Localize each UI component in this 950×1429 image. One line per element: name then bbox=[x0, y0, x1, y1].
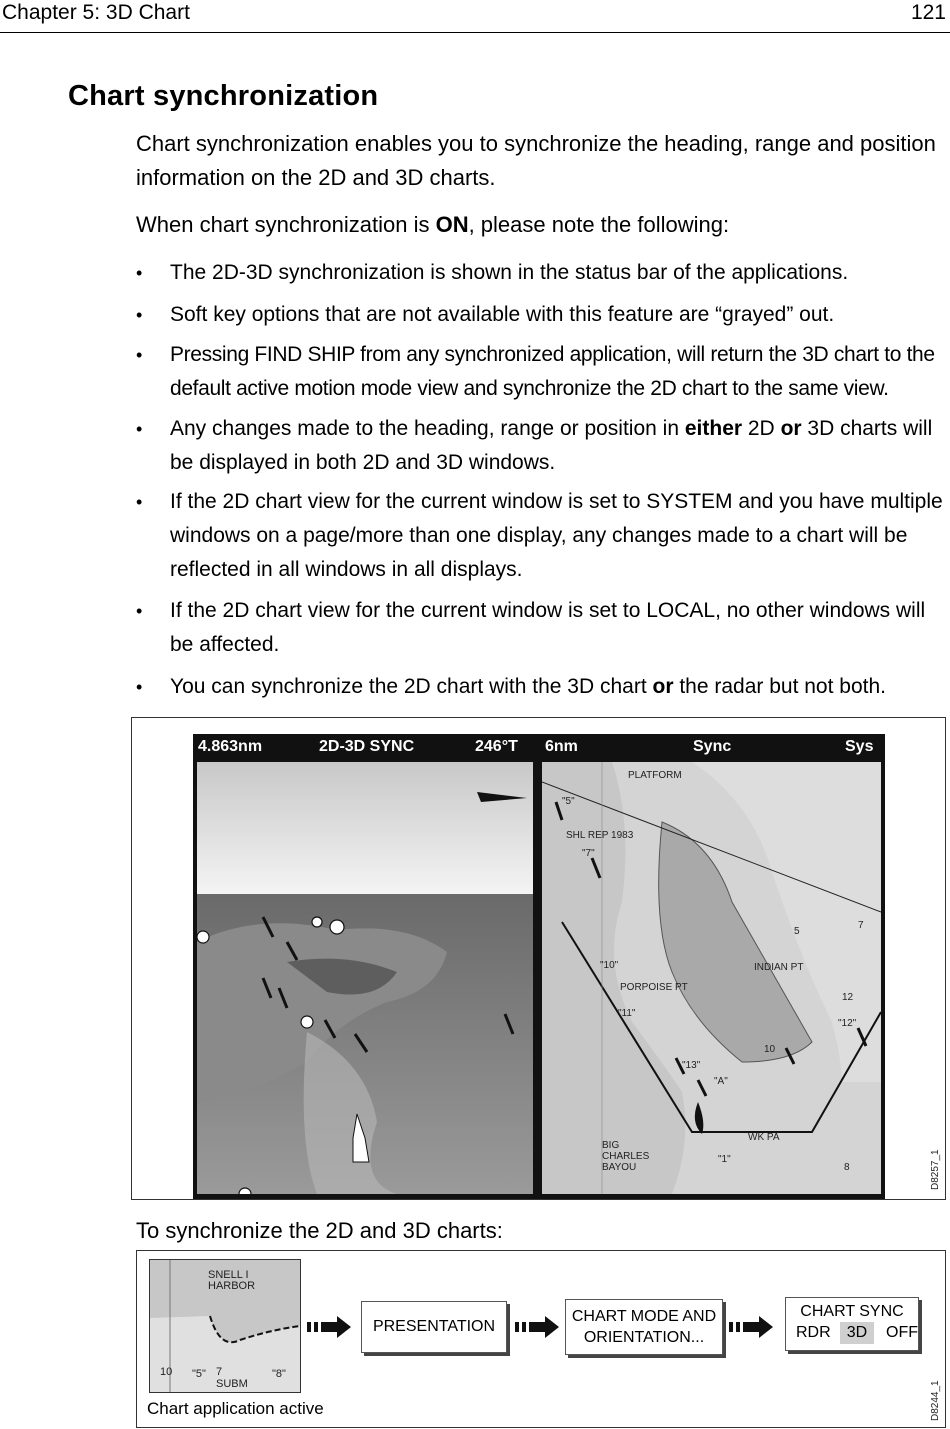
chart-2d-view bbox=[542, 762, 881, 1194]
chart-active-caption: Chart application active bbox=[147, 1399, 324, 1418]
status-mode-3d: 2D-3D SYNC bbox=[319, 738, 415, 755]
map-label-wk-pa: WK PA bbox=[748, 1132, 780, 1143]
bullet-post: the radar but not both. bbox=[673, 675, 886, 698]
bullet-dot: • bbox=[136, 345, 143, 365]
status-heading: 246°T bbox=[475, 738, 518, 755]
map-label-a: "A" bbox=[714, 1076, 728, 1087]
status-range-3d: 4.863nm bbox=[198, 738, 263, 755]
note-on: ON bbox=[435, 212, 469, 237]
softkey-line-1: CHART MODE AND bbox=[571, 1308, 717, 1325]
bullet-text bbox=[170, 412, 950, 480]
bullet-text: If the 2D chart view for the current window is set to SYSTEM and you have multiple windows on a page/more than one display, any changes made to a chart will be reflected in all windows in all displays. bbox=[170, 490, 943, 581]
map-label-12: "12" bbox=[838, 1018, 857, 1029]
bullet-text: Soft key options that are not available with this feature are “grayed” out. bbox=[170, 303, 835, 326]
figure-code: D8244_1 bbox=[930, 1380, 941, 1421]
map-label-5: "5" bbox=[562, 796, 575, 807]
sync-option-off: OFF bbox=[886, 1324, 918, 1341]
page-header bbox=[0, 0, 950, 33]
map-label-10: "10" bbox=[600, 960, 619, 971]
arrow-right-icon bbox=[515, 1315, 561, 1339]
bullet-text bbox=[170, 670, 950, 704]
map-label-big-charles-bayou: BIG CHARLES BAYOU bbox=[602, 1140, 650, 1173]
softkey-sequence-figure bbox=[136, 1250, 946, 1428]
thumb-label-subm: SUBM bbox=[216, 1378, 248, 1390]
sync-option-rdr: RDR bbox=[796, 1324, 831, 1341]
chart-2d-graphic bbox=[542, 762, 881, 1194]
bullet-pre: Any changes made to the heading, range or position in bbox=[170, 417, 685, 440]
arrow-right-icon bbox=[307, 1315, 353, 1339]
chart-sync-options bbox=[786, 1322, 918, 1344]
bullet-item bbox=[136, 670, 948, 704]
presentation-softkey[interactable]: PRESENTATION bbox=[361, 1301, 507, 1353]
note-suffix: , please note the following: bbox=[468, 212, 730, 237]
chapter-title: Chapter 5: 3D Chart bbox=[2, 1, 190, 24]
bullet-text: Pressing FIND SHIP from any synchronized application, will return the 3D chart to the default active motion mode view and synchronize the 2D chart to the same view. bbox=[170, 343, 935, 400]
chart-thumbnail bbox=[149, 1259, 301, 1393]
thumb-label-8: "8" bbox=[272, 1368, 286, 1380]
chart-3d-graphic bbox=[197, 762, 533, 1194]
intro-paragraph: Chart synchronization enables you to synchronize the heading, range and position information on the 2D and 3D charts. bbox=[136, 131, 936, 190]
bullet-dot: • bbox=[136, 263, 143, 283]
bullet-bold-or: or bbox=[652, 675, 674, 698]
map-label-11: "11" bbox=[618, 1008, 636, 1019]
note-prefix: When chart synchronization is bbox=[136, 212, 436, 237]
bullet-item bbox=[136, 412, 948, 480]
instruction-text: To synchronize the 2D and 3D charts: bbox=[136, 1218, 503, 1243]
section-title: Chart synchronization bbox=[68, 80, 379, 112]
bullet-text: The 2D-3D synchronization is shown in the status bar of the applications. bbox=[170, 261, 849, 284]
bullet-pre: You can synchronize the 2D chart with the 3D chart bbox=[170, 675, 653, 698]
figure-code: D8257_1 bbox=[930, 1149, 941, 1190]
chart-mode-orientation-softkey[interactable] bbox=[565, 1299, 723, 1355]
map-label-depth-8: 8 bbox=[844, 1162, 850, 1173]
map-label-depth-12: 12 bbox=[842, 992, 854, 1003]
bullet-bold-or: or bbox=[780, 417, 802, 440]
status-bar-2d bbox=[541, 734, 885, 760]
sync-screenshot-figure bbox=[131, 717, 946, 1200]
status-view-2d: Sys bbox=[845, 738, 874, 755]
arrow-right-icon bbox=[729, 1315, 775, 1339]
chart-sync-title: CHART SYNC bbox=[800, 1303, 904, 1320]
bullet-dot: • bbox=[136, 492, 143, 512]
bullet-item bbox=[136, 594, 948, 662]
bullet-item bbox=[136, 485, 948, 587]
softkey-line-2: ORIENTATION... bbox=[583, 1329, 705, 1346]
status-mode-2d: Sync bbox=[693, 738, 732, 755]
thumb-label-10: 10 bbox=[160, 1366, 173, 1378]
map-label-depth-10: 10 bbox=[764, 1044, 776, 1055]
bullet-dot: • bbox=[136, 601, 143, 621]
map-label-depth-5: 5 bbox=[794, 926, 800, 937]
bullet-dot: • bbox=[136, 677, 143, 697]
page-number: 121 bbox=[910, 1, 946, 24]
thumb-label-5: "5" bbox=[192, 1368, 206, 1380]
display-screen bbox=[193, 734, 885, 1199]
bullet-dot: • bbox=[136, 419, 143, 439]
bullet-dot: • bbox=[136, 305, 143, 325]
bullet-item bbox=[136, 256, 948, 290]
thumb-label-7: 7 bbox=[216, 1366, 223, 1378]
bullet-post: 3D charts will be displayed in both 2D and 3D windows. bbox=[170, 417, 933, 474]
map-label-porpoise-pt: PORPOISE PT bbox=[620, 982, 688, 993]
map-label-depth-7: 7 bbox=[858, 920, 864, 931]
note-paragraph bbox=[136, 208, 936, 242]
chart-3d-view bbox=[197, 762, 533, 1194]
bullet-text: If the 2D chart view for the current window is set to LOCAL, no other windows will be affected. bbox=[170, 599, 926, 656]
sync-option-3d-selected: 3D bbox=[840, 1322, 874, 1344]
bullet-bold-either: either bbox=[684, 417, 743, 440]
map-label-1: "1" bbox=[718, 1154, 731, 1165]
bullet-item bbox=[136, 338, 948, 406]
map-label-indian-pt: INDIAN PT bbox=[754, 962, 804, 973]
bullet-item bbox=[136, 298, 948, 332]
bullet-mid: 2D bbox=[742, 417, 781, 440]
map-label-shl-rep: SHL REP 1983 bbox=[566, 830, 634, 841]
map-label-platform: PLATFORM bbox=[628, 770, 682, 781]
chart-sync-softkey[interactable] bbox=[785, 1297, 919, 1351]
map-label-7: "7" bbox=[582, 848, 595, 859]
status-bar-3d bbox=[193, 734, 537, 760]
thumb-label-harbor: SNELL I HARBOR bbox=[208, 1269, 256, 1292]
status-range-2d: 6nm bbox=[545, 738, 578, 755]
map-label-13: "13" bbox=[682, 1060, 701, 1071]
